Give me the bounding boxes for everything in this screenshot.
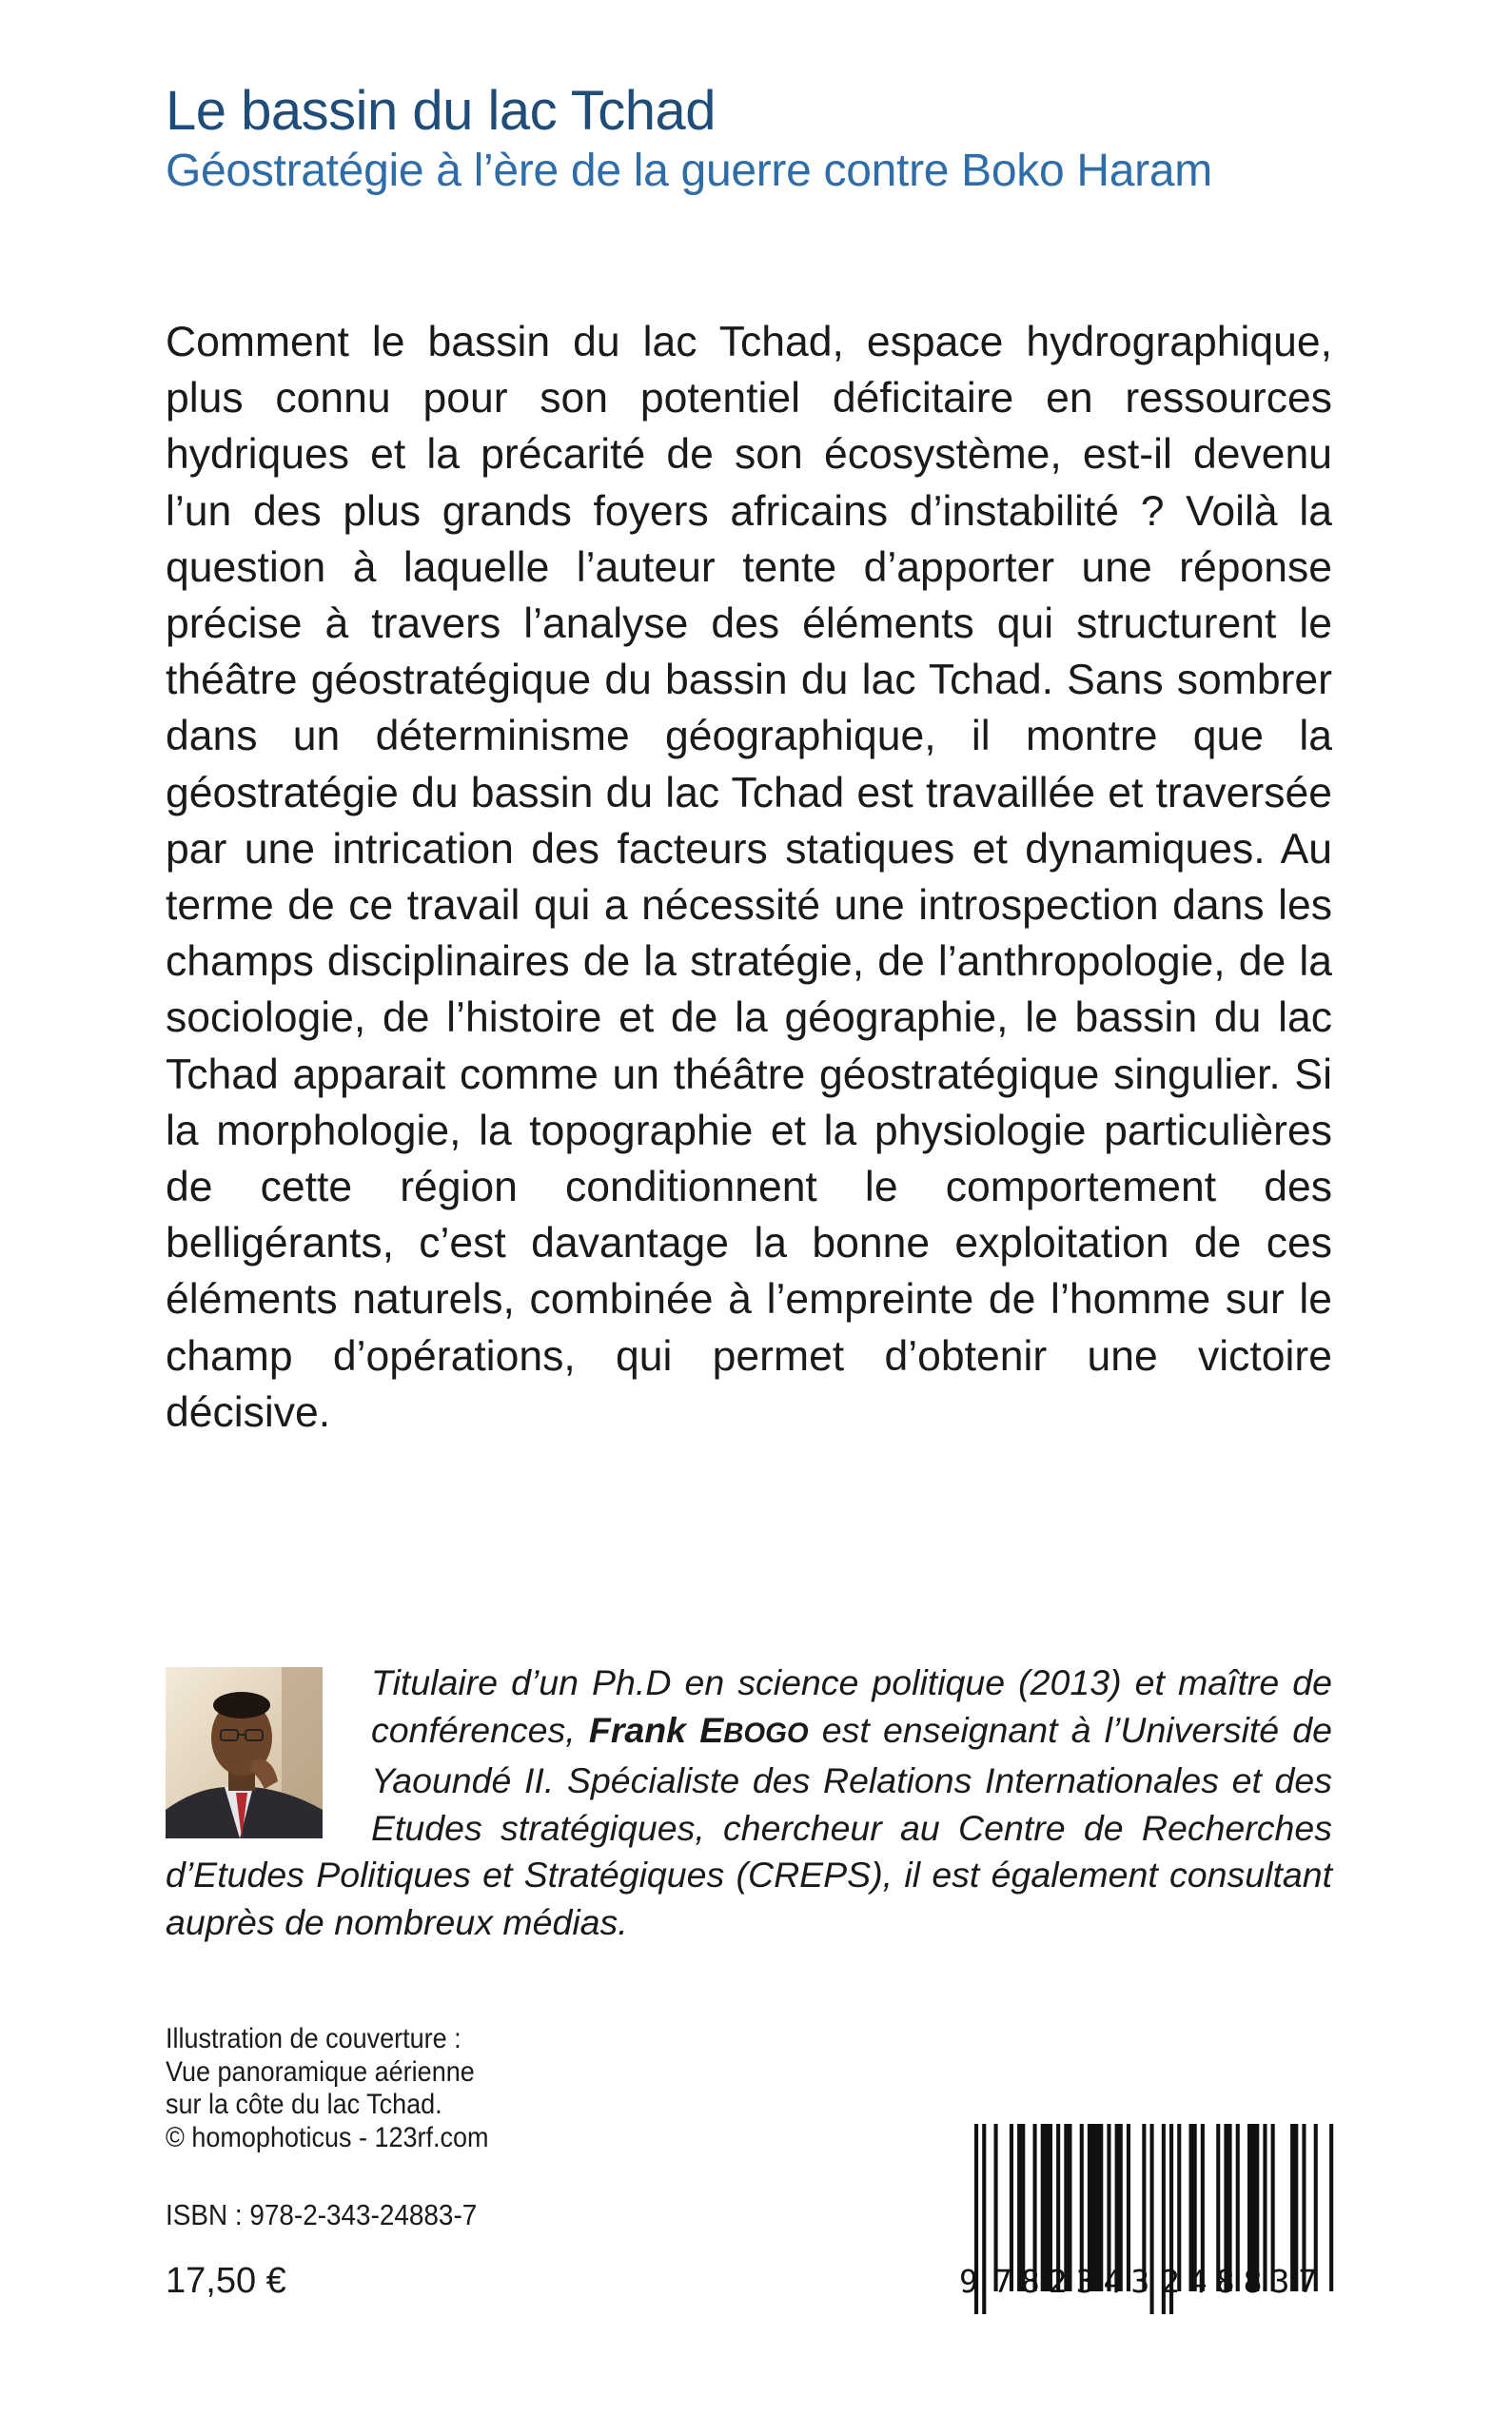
author-name-first: Frank E [588, 1709, 724, 1750]
barcode-bar [1329, 2124, 1333, 2291]
author-name-last: BOGO [723, 1718, 809, 1749]
credit-line: © homophoticus - 123rf.com [166, 2121, 489, 2153]
barcode-digit-group-right: 248837 [1161, 2263, 1326, 2300]
barcode-digit-prefix: 9 [959, 2263, 978, 2300]
isbn: ISBN : 978-2-343-24883-7 [166, 2198, 478, 2231]
barcode-bar [982, 2124, 986, 2314]
book-subtitle: Géostratégie à l’ère de la guerre contre Boko Haram [166, 146, 1212, 196]
author-bio [166, 1660, 1332, 1946]
photo-wrap-space [166, 1660, 371, 1848]
book-title: Le bassin du lac Tchad [166, 80, 717, 142]
book-summary: Comment le bassin du lac Tchad, espace hydrographique, plus connu pour son potentiel déficitaire en ressources hydriques et la précarité de son écosystème, est-il devenu l’un des plus grands foyers africains d’instabilité ? Voilà la question à laquelle l’auteur tente d’apporter une réponse précise à travers l’analyse des éléments qui structurent le théâtre géostratégique du bassin du lac Tchad. Sans sombrer dans un déterminisme géographique, il montre que la géostratégie du bassin du lac Tchad est travaillée et traversée par une intrication des facteurs statiques et dynamiques. Au terme de ce travail qui a nécessité une introspection dans les champs disciplinaires de la stratégie, de l’anthropologie, de la sociologie, de l’histoire et de la géographie, le bassin du lac Tchad apparait comme un théâtre géostratégique singulier. Si la morphologie, la topographie et la physiologie particulières de cette région conditionnent le comportement des belligérants, c’est davantage la bonne exploitation de ces éléments naturels, combinée à l’empreinte de l’homme sur le champ d’opérations, qui permet d’obtenir une victoire décisive. [166, 319, 1332, 1436]
author-bio-intro: Titulaire d’un Ph.D en science politique (2013) et maître de conférences, [371, 1662, 1332, 1750]
credit-line: Illustration de couverture : [166, 2023, 461, 2054]
credit-line: Vue panoramique aérienne [166, 2055, 475, 2088]
author-bio-rest: est enseignant à l’Université de Yaoundé II. Spécialiste des Relations Internationales et des Etudes stratégiques, chercheur au Centre de Recherches d’Etudes Politiques et Stratégiques (CREPS), il est également consultant auprès de nombreux médias. [166, 1709, 1332, 1942]
credit-line: sur la côte du lac Tchad. [166, 2089, 442, 2120]
author-name [589, 1710, 809, 1750]
cover-illustration-credit [166, 2023, 611, 2154]
price: 17,50 € [166, 2261, 286, 2301]
barcode-digit-group-left: 782343 [993, 2263, 1159, 2300]
